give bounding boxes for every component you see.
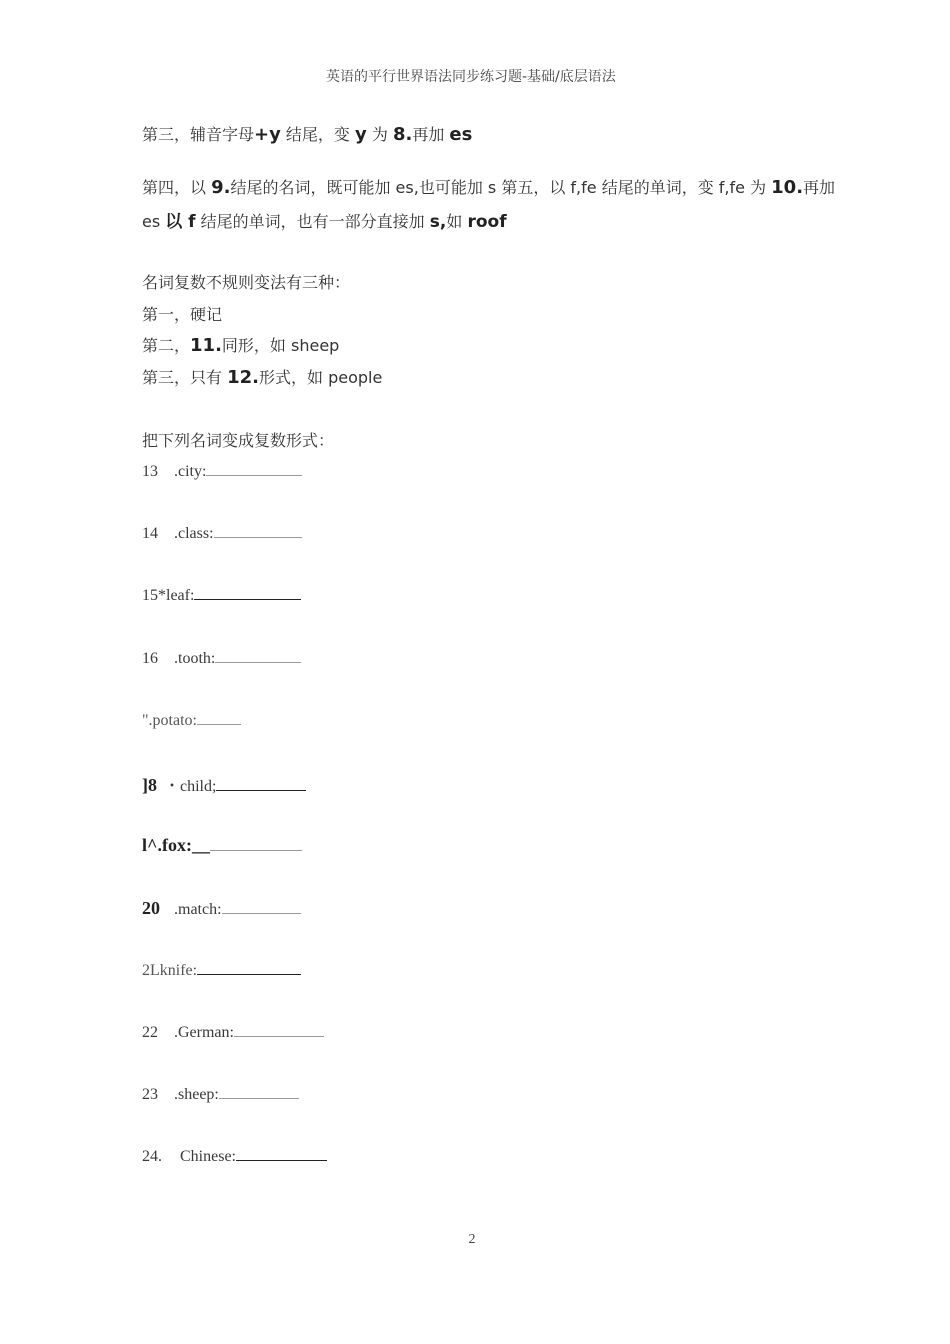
item-word: 15*leaf: <box>142 587 195 604</box>
item-word: .class: <box>174 525 214 542</box>
rule-four-b-text-c: 结尾的单词，也有一部分直接加 <box>195 212 430 231</box>
rule-four-line-1 <box>142 175 835 198</box>
exercise-item-15 <box>142 585 301 605</box>
item-word: l^.fox:__ <box>142 835 210 855</box>
item-word: .German: <box>174 1024 234 1041</box>
rule-three-text-d: y <box>355 124 367 145</box>
item-number: 14 <box>142 525 158 542</box>
exercise-item-13 <box>142 461 302 481</box>
item-number: 13 <box>142 463 158 480</box>
irregular-title: 名词复数不规则变法有三种： <box>142 273 351 292</box>
rule-four-b-text-f: roof <box>467 212 507 232</box>
rule-four-b-text-a: es <box>142 212 166 231</box>
rule-three-text-h: es <box>449 124 473 145</box>
rule-four-text-c: 结尾的名词，既可能加 es,也可能加 s 第五，以 f,fe 结尾的单词，变 f,fe 为 <box>230 178 772 197</box>
rule-three-text-b: +y <box>254 124 281 145</box>
item-word: Chinese: <box>180 1148 236 1165</box>
answer-blank[interactable] <box>215 648 301 663</box>
exercise-item-19 <box>142 835 302 856</box>
irregular-rule-1: 第一，硬记 <box>142 305 223 324</box>
rule-four-b-text-e: 如 <box>446 212 468 231</box>
item-word: 2Lknife: <box>142 962 198 979</box>
item-word: ・child; <box>164 778 217 795</box>
item-number: 22 <box>142 1024 158 1041</box>
rule-four-text-a: 第四，以 <box>142 178 212 197</box>
page-header: 英语的平行世界语法同步练习题-基础/底层语法 <box>326 69 616 85</box>
rule-four-line-2 <box>142 207 507 232</box>
exercise-item-21 <box>142 960 301 980</box>
exercise-item-18 <box>142 773 306 796</box>
rule-three-text-e: 为 <box>366 125 393 144</box>
item-number: 16 <box>142 650 158 667</box>
rule-three-text-a: 第三，辅音字母 <box>142 125 255 144</box>
item-word: ".potato: <box>142 712 197 729</box>
blank-number-12: 12. <box>227 367 259 388</box>
irregular-rule-2 <box>142 333 339 356</box>
answer-blank[interactable] <box>206 461 302 476</box>
item-word: .city: <box>174 463 207 480</box>
answer-blank[interactable] <box>197 960 301 975</box>
answer-blank[interactable] <box>219 1084 299 1099</box>
rule-three <box>142 122 472 145</box>
answer-blank[interactable] <box>210 836 302 851</box>
irregular-rule-2-c: 同形，如 sheep <box>221 336 340 355</box>
exercise-item-16 <box>142 648 301 668</box>
item-word: .tooth: <box>174 650 216 667</box>
irregular-rule-3-a: 第三，只有 <box>142 368 228 387</box>
item-word: .sheep: <box>174 1086 219 1103</box>
exercise-item-14 <box>142 523 302 543</box>
item-number: 24. <box>142 1148 162 1165</box>
item-number: 20 <box>142 898 160 918</box>
rule-three-text-g: 再加 <box>412 125 450 144</box>
item-number: ]8 <box>142 775 157 795</box>
exercise-item-20 <box>142 898 301 919</box>
answer-blank[interactable] <box>222 899 301 914</box>
blank-number-9: 9. <box>211 177 231 198</box>
blank-number-11: 11. <box>190 335 222 356</box>
irregular-rule-3 <box>142 365 382 388</box>
irregular-rule-2-a: 第二， <box>142 336 191 355</box>
blank-number-8: 8. <box>392 124 413 145</box>
answer-blank[interactable] <box>216 776 306 791</box>
blank-number-10: 10. <box>771 177 804 198</box>
exercise-instruction: 把下列名词变成复数形式： <box>142 431 335 450</box>
rule-three-text-c: 结尾，变 <box>280 125 356 144</box>
exercise-item-22 <box>142 1022 324 1042</box>
exercise-item-17 <box>142 710 241 730</box>
answer-blank[interactable] <box>236 1146 327 1161</box>
answer-blank[interactable] <box>197 710 241 725</box>
rule-four-b-text-d: s, <box>429 212 447 232</box>
page-number: 2 <box>468 1232 476 1247</box>
exercise-item-23 <box>142 1084 299 1104</box>
answer-blank[interactable] <box>234 1022 324 1037</box>
answer-blank[interactable] <box>194 585 301 600</box>
irregular-rule-3-c: 形式，如 people <box>258 368 383 387</box>
item-word: .match: <box>174 901 222 918</box>
answer-blank[interactable] <box>214 523 302 538</box>
item-number: 23 <box>142 1086 158 1103</box>
rule-four-b-text-b: 以 f <box>165 212 196 232</box>
rule-four-text-e: 再加 <box>803 178 836 197</box>
exercise-item-24 <box>142 1146 327 1166</box>
